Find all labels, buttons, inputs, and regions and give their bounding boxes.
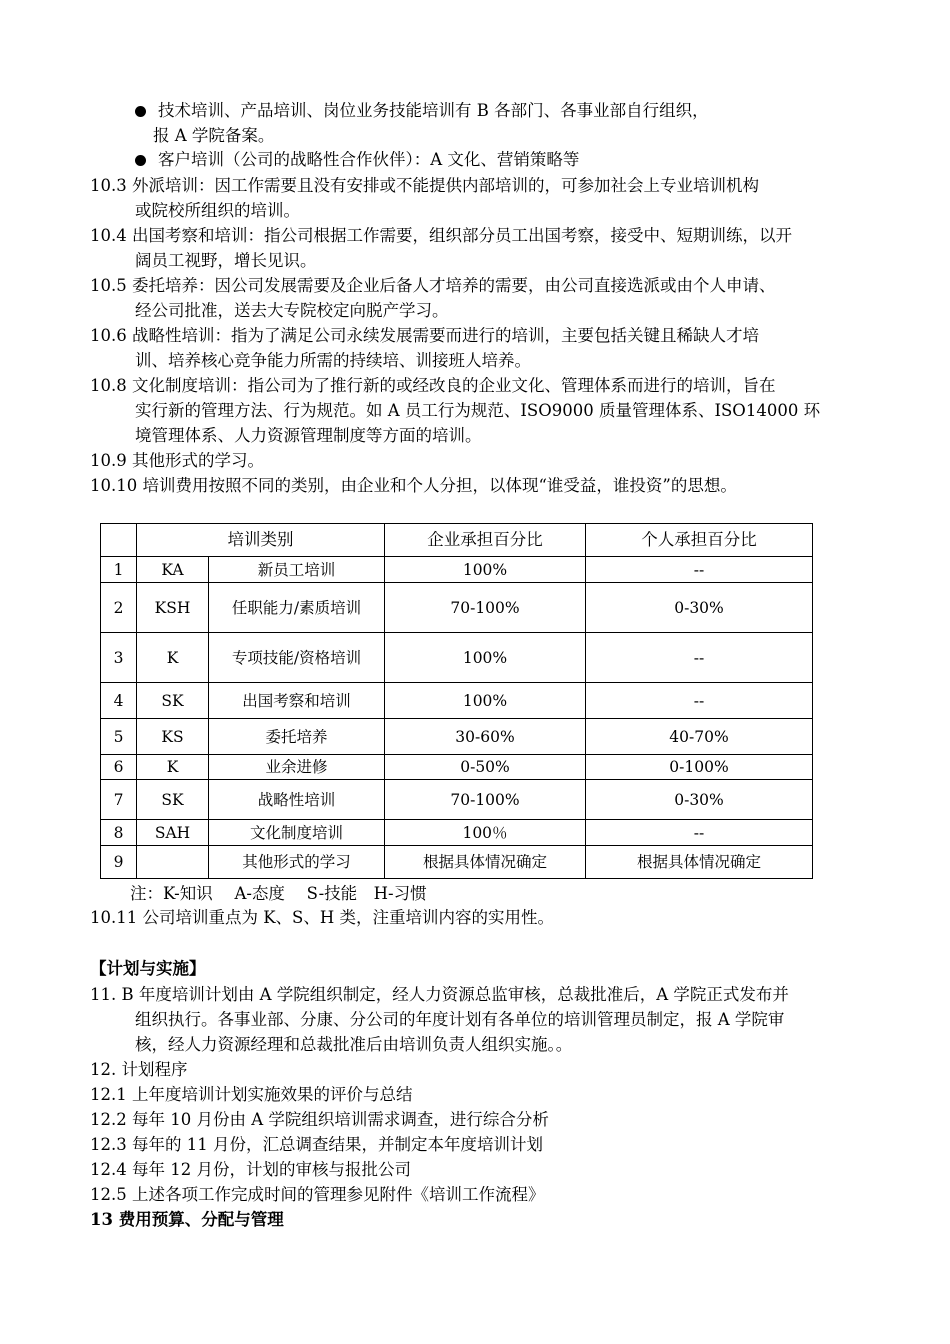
row-number: 1 [101,557,137,583]
item-11-a: 11. B 年度培训计划由 A 学院组织制定，经人力资源总监审核，总裁批准后，A 学院正式发布并 [90,985,789,1004]
row-personal-share: 0-30% [586,583,813,633]
row-company-share: 根据具体情况确定 [385,846,586,879]
table-row [101,755,813,780]
row-number: 7 [101,780,137,820]
item-10-5-b: 经公司批准，送去大专院校定向脱产学习。 [135,301,449,320]
row-company-share: 70-100% [385,780,586,820]
table-row [101,820,813,846]
row-personal-share: 40-70% [586,719,813,755]
row-code: K [137,633,209,683]
row-personal-share: 0-100% [586,755,813,780]
row-personal-share: -- [586,633,813,683]
row-company-share: 70-100% [385,583,586,633]
item-11-c: 核，经人力资源经理和总裁批准后由培训负责人组织实施。。 [135,1035,573,1054]
row-personal-share: 0-30% [586,780,813,820]
row-company-share: 0-50% [385,755,586,780]
bullet-tech-line2: 报 A 学院备案。 [153,126,275,145]
section-13-heading: 13 费用预算、分配与管理 [90,1210,284,1229]
table-row [101,719,813,755]
row-category-name: 任职能力/素质培训 [209,583,385,633]
row-company-share: 100% [385,557,586,583]
table-row [101,633,813,683]
row-category-name: 出国考察和培训 [209,683,385,719]
row-number: 3 [101,633,137,683]
row-company-share: 100% [385,633,586,683]
row-code: K [137,755,209,780]
row-category-name: 专项技能/资格培训 [209,633,385,683]
row-personal-share: -- [586,683,813,719]
bullet-dot-icon [135,155,146,166]
row-number: 6 [101,755,137,780]
row-company-share: 100％ [385,820,586,846]
item-10-9: 10.9 其他形式的学习。 [90,451,264,470]
row-category-name: 战略性培训 [209,780,385,820]
section-heading: 【计划与实施】 [90,959,206,978]
row-personal-share: 根据具体情况确定 [586,846,813,879]
row-category-name: 其他形式的学习 [209,846,385,879]
item-10-11: 10.11 公司培训重点为 K、S、H 类，注重培训内容的实用性。 [90,908,554,927]
row-code: KS [137,719,209,755]
row-code [137,846,209,879]
row-code: KSH [137,583,209,633]
row-company-share: 30-60% [385,719,586,755]
row-number: 9 [101,846,137,879]
item-12-4: 12.4 每年 12 月份，计划的审核与报批公司 [90,1160,411,1179]
bullet-tech-line1: 技术培训、产品培训、岗位业务技能培训有 B 各部门、各事业部自行组织， [158,101,709,120]
row-number: 8 [101,820,137,846]
item-10-3-a: 10.3 外派培训：因工作需要且没有安排或不能提供内部培训的，可参加社会上专业培训机构 [90,176,759,195]
table-header-personal: 个人承担百分比 [586,524,813,557]
item-12-5: 12.5 上述各项工作完成时间的管理参见附件《培训工作流程》 [90,1185,545,1204]
row-category-name: 业余进修 [209,755,385,780]
row-category-name: 委托培养 [209,719,385,755]
item-10-8-a: 10.8 文化制度培训：指公司为了推行新的或经改良的企业文化、管理体系而进行的培训，旨在 [90,376,776,395]
item-10-8-b: 实行新的管理方法、行为规范。如 A 员工行为规范、ISO9000 质量管理体系、ISO14000 环 [135,401,821,420]
row-code: SK [137,780,209,820]
table-row [101,583,813,633]
table-header-row [101,524,813,557]
table-header-category: 培训类别 [137,524,385,557]
row-code: SK [137,683,209,719]
table-header-blank [101,524,137,557]
item-10-10: 10.10 培训费用按照不同的类别，由企业和个人分担，以体现“谁受益，谁投资”的思想。 [90,476,737,495]
item-12: 12. 计划程序 [90,1060,188,1079]
item-10-4-b: 阔员工视野，增长见识。 [135,251,317,270]
row-code: KA [137,557,209,583]
item-10-8-c: 境管理体系、人力资源管理制度等方面的培训。 [135,426,482,445]
item-10-5-a: 10.5 委托培养：因公司发展需要及企业后备人才培养的需要，由公司直接选派或由个人申请、 [90,276,776,295]
table-row [101,557,813,583]
row-personal-share: -- [586,557,813,583]
row-code: SAH [137,820,209,846]
table-row [101,683,813,719]
row-number: 5 [101,719,137,755]
item-11-b: 组织执行。各事业部、分康、分公司的年度计划有各单位的培训管理员制定，报 A 学院审 [135,1010,785,1029]
table-row [101,780,813,820]
training-cost-table [100,523,813,879]
item-10-3-b: 或院校所组织的培训。 [135,201,300,220]
row-category-name: 新员工培训 [209,557,385,583]
bullet-client: 客户培训（公司的战略性合作伙伴）：A 文化、营销策略等 [158,150,580,169]
item-10-4-a: 10.4 出国考察和培训：指公司根据工作需要，组织部分员工出国考察，接受中、短期训练，以开 [90,226,792,245]
row-personal-share: -- [586,820,813,846]
row-number: 4 [101,683,137,719]
row-company-share: 100% [385,683,586,719]
table-row [101,846,813,879]
item-12-3: 12.3 每年的 11 月份，汇总调查结果，并制定本年度培训计划 [90,1135,543,1154]
item-10-6-a: 10.6 战略性培训：指为了满足公司永续发展需要而进行的培训，主要包括关键且稀缺人才培 [90,326,759,345]
table-header-company: 企业承担百分比 [385,524,586,557]
item-12-2: 12.2 每年 10 月份由 A 学院组织培训需求调查，进行综合分析 [90,1110,549,1129]
table-note: 注：K-知识 A-态度 S-技能 H-习惯 [130,884,427,903]
row-number: 2 [101,583,137,633]
item-12-1: 12.1 上年度培训计划实施效果的评价与总结 [90,1085,413,1104]
bullet-dot-icon [135,106,146,117]
item-10-6-b: 训、培养核心竞争能力所需的持续培、训接班人培养。 [135,351,531,370]
row-category-name: 文化制度培训 [209,820,385,846]
